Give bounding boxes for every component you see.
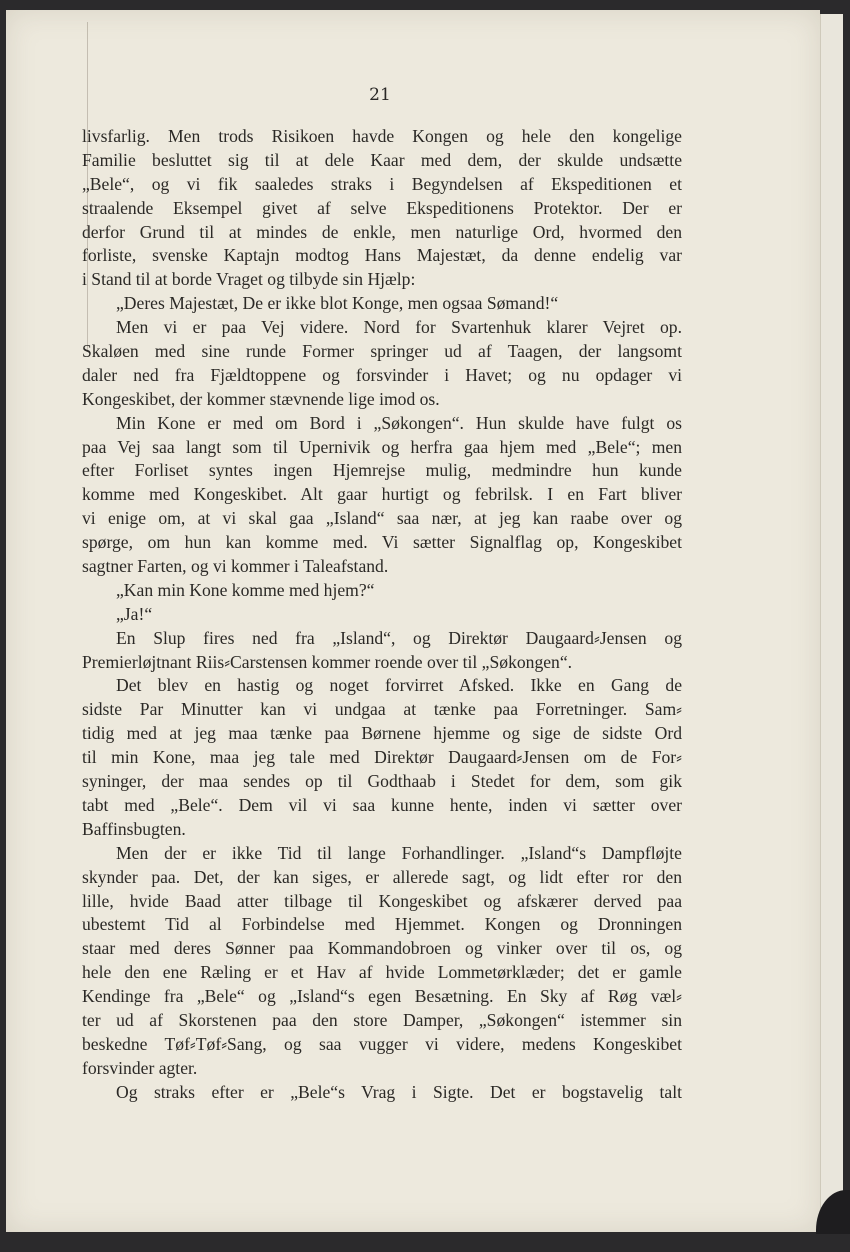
text-line: hele den ene Ræling er et Hav af hvide Lommetørklæder; det er gamle [82,962,682,983]
text-line: Men der er ikke Tid til lange Forhandlinger. „Island“s Dampfløjte [116,842,682,863]
text-line: livsfarlig. Men trods Risikoen havde Kongen og hele den kongelige [82,126,682,146]
page-stack-edge [820,14,843,1228]
text-line: Familie besluttet sig til at dele Kaar med dem, der skulde undsætte [82,149,682,170]
text-line: „Bele“, og vi fik saaledes straks i Begyndelsen af Ekspeditionen et [82,173,682,194]
text-line: ubestemt Tid al Forbindelse med Hjemmet. Kongen og Dronningen [82,914,682,935]
text-line: beskedne Tøf⸗Tøf⸗Sang, og saa vugger vi videre, medens Kongeskibet [82,1033,682,1054]
text-line: komme med Kongeskibet. Alt gaar hurtigt og febrilsk. I en Fart bliver [82,484,682,505]
text-line: „Kan min Kone komme med hjem?“ [116,579,375,600]
text-line: daler ned fra Fjældtoppene og forsvinder i Havet; og nu opdager vi [82,364,682,385]
text-line: „Deres Majestæt, De er ikke blot Konge, men ogsaa Sømand!“ [116,293,559,314]
text-line: paa Vej saa langt som til Upernivik og herfra gaa hjem med „Bele“; men [82,436,682,457]
text-line: vi enige om, at vi skal gaa „Island“ saa nær, at jeg kan raabe over og [82,508,682,529]
text-line: i Stand til at borde Vraget og tilbyde sin Hjælp: [82,269,416,290]
text-line: Premierløjtnant Riis⸗Carstensen kommer roende over til „Søkongen“. [82,651,573,672]
text-line: skynder paa. Det, der kan siges, er allerede sagt, og lidt efter ror den [82,866,682,887]
text-line: Baffinsbugten. [82,818,186,839]
text-line: derfor Grund til at mindes de enkle, men naturlige Ord, hvormed den [82,221,682,242]
text-line: tidig med at jeg maa tænke paa Børnene hjemme og sige de sidste Ord [82,723,682,744]
body-text [82,125,682,1105]
text-line: Men vi er paa Vej videre. Nord for Svartenhuk klarer Vejret op. [116,317,682,338]
text-line: lille, hvide Baad atter tilbage til Kongeskibet og afskærer derved paa [82,890,682,911]
text-line: Skaløen med sine runde Former springer ud af Taagen, der langsomt [82,341,682,362]
text-line: Min Kone er med om Bord i „Søkongen“. Hun skulde have fulgt os [116,412,682,433]
text-line: spørge, om hun kan komme med. Vi sætter Signalflag op, Kongeskibet [82,532,682,553]
text-line: sagtner Farten, og vi kommer i Taleafstand. [82,556,389,577]
text-line: sidste Par Minutter kan vi undgaa at tænke paa Forretninger. Sam⸗ [82,699,682,720]
text-line: straalende Eksempel givet af selve Ekspeditionens Protektor. Der er [82,197,682,218]
text-line: tabt med „Bele“. Dem vil vi saa kunne hente, inden vi sætter over [82,794,682,815]
text-line: forsvinder agter. [82,1057,198,1078]
text-line: efter Forliset syntes ingen Hjemrejse mulig, medmindre hun kunde [82,460,682,481]
text-line: staar med deres Sønner paa Kommandobroen og vinker over til os, og [82,938,682,959]
text-line: syninger, der maa sendes op til Godthaab i Stedet for dem, som gik [82,771,682,792]
text-line: Og straks efter er „Bele“s Vrag i Sigte. Det er bogstavelig talt [116,1081,682,1102]
text-line: ter ud af Skorstenen paa den store Damper, „Søkongen“ istemmer sin [82,1009,682,1030]
text-line: En Slup fires ned fra „Island“, og Direktør Daugaard⸗Jensen og [116,627,682,648]
text-line: Kongeskibet, der kommer stævnende lige imod os. [82,388,440,409]
text-line: Kendinge fra „Bele“ og „Island“s egen Besætning. En Sky af Røg væl⸗ [82,986,682,1007]
text-line: forliste, svenske Kaptajn modtog Hans Majestæt, da denne endelig var [82,245,682,266]
text-line: „Ja!“ [116,603,153,624]
page-number: 21 [369,85,391,105]
text-line: Det blev en hastig og noget forvirret Afsked. Ikke en Gang de [116,675,682,696]
text-line: til min Kone, maa jeg tale med Direktør Daugaard⸗Jensen om de For⸗ [82,747,682,768]
